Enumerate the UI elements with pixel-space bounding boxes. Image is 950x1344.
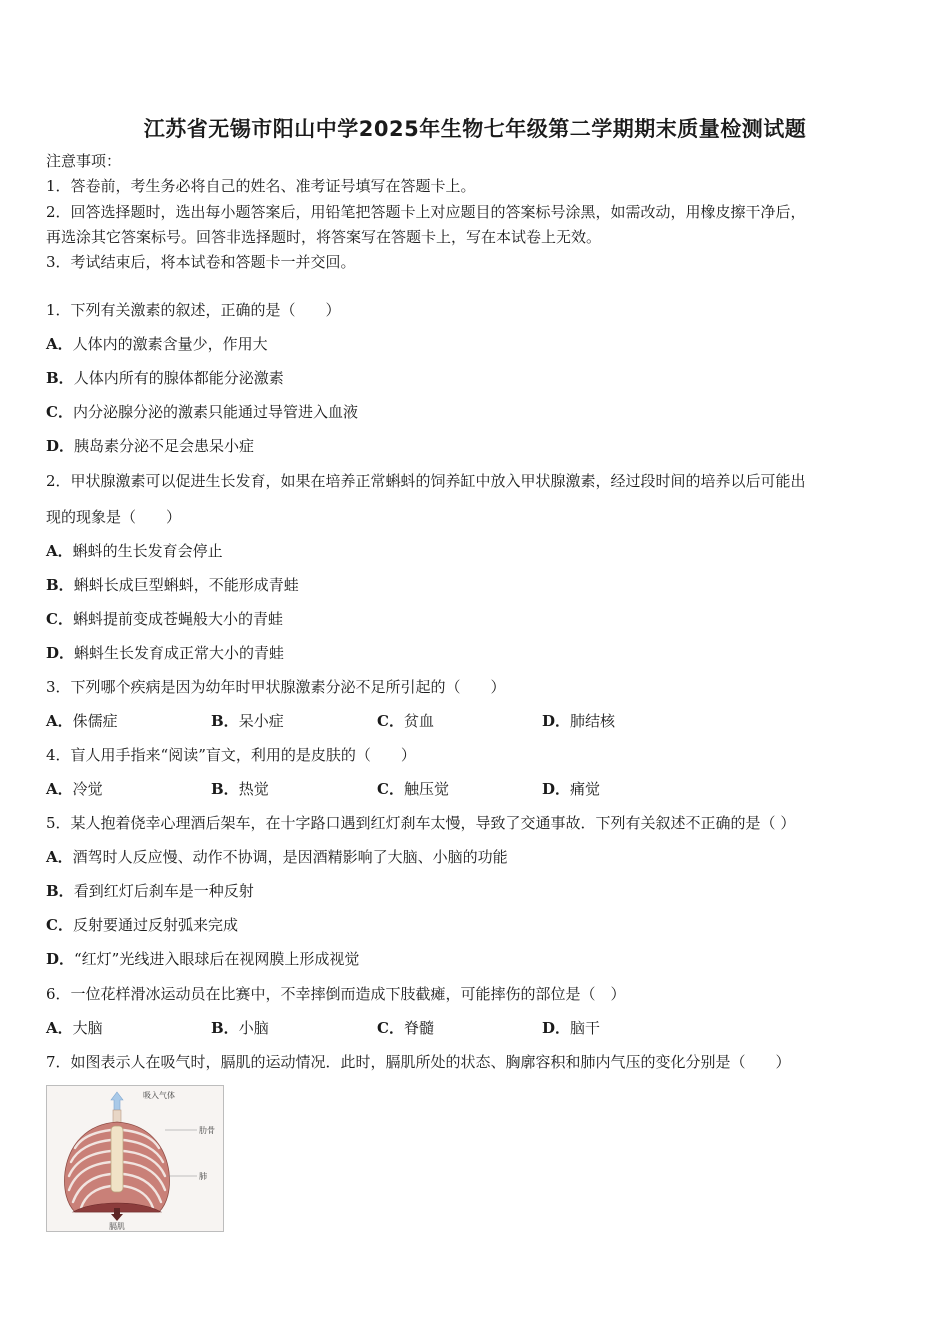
option-label: D． bbox=[542, 712, 571, 730]
option-text: 大脑 bbox=[72, 1019, 103, 1037]
notice-item: 1．答卷前，考生务必将自己的姓名、准考证号填写在答题卡上。 bbox=[46, 177, 476, 195]
q1-option-a bbox=[46, 334, 268, 354]
option-text: 痛觉 bbox=[570, 780, 601, 798]
option-label: B． bbox=[211, 712, 239, 730]
option-label: A． bbox=[46, 780, 73, 798]
figure-label-lung: 肺 bbox=[199, 1172, 207, 1181]
q3-option-b bbox=[211, 711, 284, 731]
question-4-stem: 4．盲人用手指来“阅读”盲文，利用的是皮肤的（ ） bbox=[46, 746, 416, 764]
notice-item: 再选涂其它答案标号。回答非选择题时，将答案写在答题卡上，写在本试卷上无效。 bbox=[46, 228, 602, 246]
q4-option-d bbox=[542, 779, 600, 799]
figure-label-diaphragm: 膈肌 bbox=[109, 1222, 125, 1231]
option-text: 脊髓 bbox=[403, 1019, 434, 1037]
q3-option-a bbox=[46, 711, 118, 731]
option-text: 侏儒症 bbox=[72, 712, 118, 730]
page-title: 江苏省无锡市阳山中学2025年生物七年级第二学期期末质量检测试题 bbox=[143, 117, 807, 141]
q5-option-a bbox=[46, 847, 508, 867]
figure-label-inhaled-air: 吸入气体 bbox=[143, 1091, 175, 1100]
rib-cage-illustration bbox=[47, 1086, 223, 1231]
option-text: 反射要通过反射弧来完成 bbox=[72, 916, 238, 934]
option-label: C． bbox=[377, 780, 404, 798]
option-text: 小脑 bbox=[238, 1019, 269, 1037]
option-label: C． bbox=[46, 403, 73, 421]
question-5-stem: 5．某人抱着侥幸心理酒后架车，在十字路口遇到红灯刹车太慢，导致了交通事故．下列有关叙述不正确的是（ ） bbox=[46, 814, 796, 832]
option-text: 贫血 bbox=[403, 712, 434, 730]
option-text: 蝌蚪生长发育成正常大小的青蛙 bbox=[74, 644, 285, 662]
figure-label-rib: 肋骨 bbox=[199, 1126, 215, 1135]
question-1-stem: 1．下列有关激素的叙述，正确的是（ ） bbox=[46, 301, 341, 319]
q4-option-a bbox=[46, 779, 103, 799]
option-label: B． bbox=[46, 576, 74, 594]
notice-heading: 注意事项： bbox=[46, 152, 122, 170]
option-label: A． bbox=[46, 712, 73, 730]
question-7-stem: 7．如图表示人在吸气时，膈肌的运动情况．此时，膈肌所处的状态、胸廓容积和肺内气压的变化分别是（ ） bbox=[46, 1053, 791, 1071]
option-label: D． bbox=[542, 1019, 571, 1037]
option-label: D． bbox=[46, 437, 75, 455]
q5-option-d bbox=[46, 949, 359, 969]
q3-options bbox=[46, 711, 906, 731]
option-label: A． bbox=[46, 542, 73, 560]
option-text: 肺结核 bbox=[570, 712, 616, 730]
q1-option-b bbox=[46, 368, 284, 388]
notice-item: 3．考试结束后，将本试卷和答题卡一并交回。 bbox=[46, 253, 356, 271]
q4-options bbox=[46, 779, 906, 799]
q1-option-d bbox=[46, 436, 254, 456]
q2-option-a bbox=[46, 541, 223, 561]
option-label: D． bbox=[46, 950, 75, 968]
question-2-stem-cont: 现的现象是（ ） bbox=[46, 508, 182, 526]
option-text: 酒驾时人反应慢、动作不协调，是因酒精影响了大脑、小脑的功能 bbox=[72, 848, 508, 866]
thorax-figure bbox=[46, 1085, 224, 1232]
question-6-stem: 6．一位花样滑冰运动员在比赛中，不幸摔倒而造成下肢截瘫，可能摔伤的部位是（ ） bbox=[46, 985, 626, 1003]
option-text: 人体内所有的腺体都能分泌激素 bbox=[73, 369, 284, 387]
q6-option-a bbox=[46, 1018, 103, 1038]
option-label: B． bbox=[46, 369, 74, 387]
q5-option-b bbox=[46, 881, 254, 901]
option-label: B． bbox=[211, 780, 239, 798]
option-label: C． bbox=[377, 712, 404, 730]
option-label: B． bbox=[46, 882, 74, 900]
option-text: 热觉 bbox=[238, 780, 269, 798]
option-text: 蝌蚪的生长发育会停止 bbox=[72, 542, 223, 560]
option-label: A． bbox=[46, 335, 73, 353]
option-text: 触压觉 bbox=[403, 780, 449, 798]
option-text: 看到红灯后刹车是一种反射 bbox=[73, 882, 254, 900]
q3-option-d bbox=[542, 711, 615, 731]
q6-option-b bbox=[211, 1018, 269, 1038]
q1-option-c bbox=[46, 402, 358, 422]
option-label: D． bbox=[46, 644, 75, 662]
q4-option-c bbox=[377, 779, 449, 799]
notice-item: 2．回答选择题时，选出每小题答案后，用铅笔把答题卡上对应题目的答案标号涂黑，如需改动，用橡皮擦干净后， bbox=[46, 203, 806, 221]
option-label: C． bbox=[46, 610, 73, 628]
option-text: 脑干 bbox=[570, 1019, 601, 1037]
option-text: 内分泌腺分泌的激素只能通过导管进入血液 bbox=[72, 403, 358, 421]
option-text: 呆小症 bbox=[238, 712, 284, 730]
q2-option-c bbox=[46, 609, 283, 629]
question-2-stem: 2．甲状腺激素可以促进生长发育，如果在培养正常蝌蚪的饲养缸中放入甲状腺激素，经过段时间的培养以后可能出 bbox=[46, 472, 806, 490]
q4-option-b bbox=[211, 779, 269, 799]
q3-option-c bbox=[377, 711, 434, 731]
option-text: 胰岛素分泌不足会患呆小症 bbox=[74, 437, 255, 455]
option-text: “红灯”光线进入眼球后在视网膜上形成视觉 bbox=[74, 950, 360, 968]
option-label: A． bbox=[46, 848, 73, 866]
option-text: 蝌蚪长成巨型蝌蚪，不能形成青蛙 bbox=[73, 576, 299, 594]
option-text: 冷觉 bbox=[72, 780, 103, 798]
option-text: 人体内的激素含量少，作用大 bbox=[72, 335, 268, 353]
q6-option-d bbox=[542, 1018, 600, 1038]
option-label: B． bbox=[211, 1019, 239, 1037]
q2-option-b bbox=[46, 575, 299, 595]
option-label: C． bbox=[46, 916, 73, 934]
q6-option-c bbox=[377, 1018, 434, 1038]
q5-option-c bbox=[46, 915, 238, 935]
question-3-stem: 3．下列哪个疾病是因为幼年时甲状腺激素分泌不足所引起的（ ） bbox=[46, 678, 506, 696]
q2-option-d bbox=[46, 643, 284, 663]
option-text: 蝌蚪提前变成苍蝇般大小的青蛙 bbox=[72, 610, 283, 628]
option-label: D． bbox=[542, 780, 571, 798]
option-label: A． bbox=[46, 1019, 73, 1037]
option-label: C． bbox=[377, 1019, 404, 1037]
q6-options bbox=[46, 1018, 906, 1038]
